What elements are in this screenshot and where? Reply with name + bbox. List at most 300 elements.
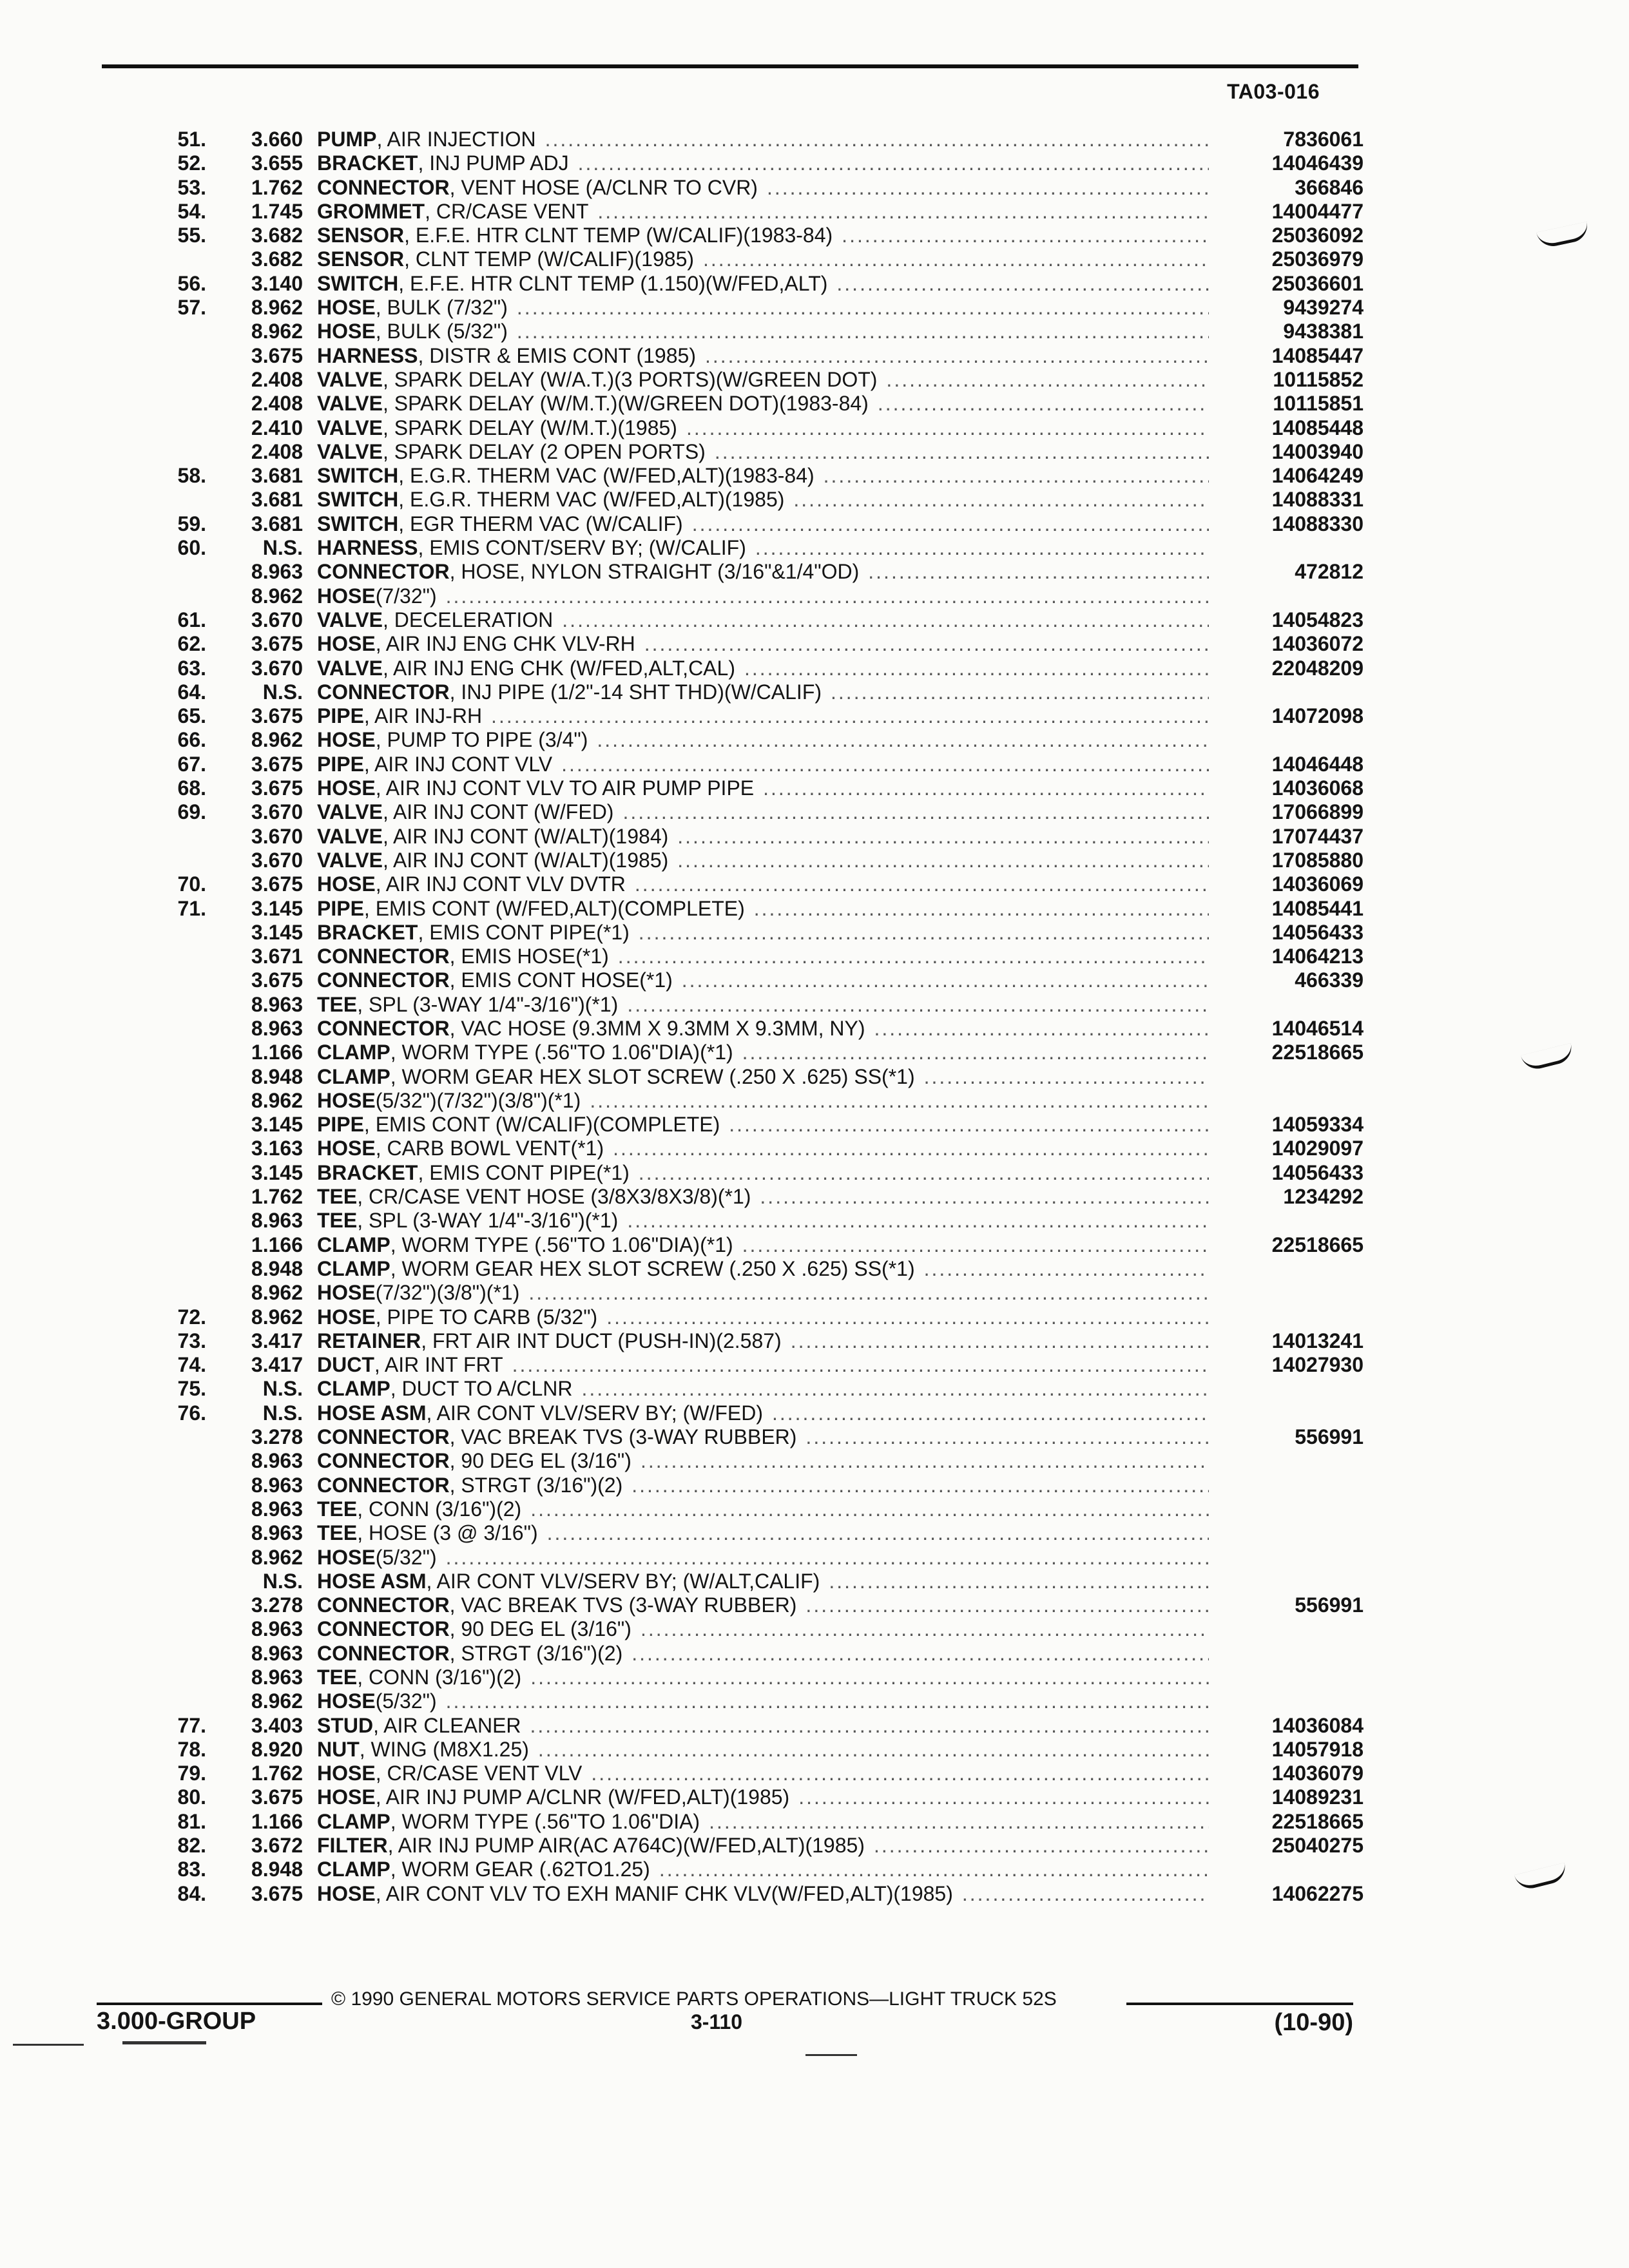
part-number: 14088330 — [1271, 512, 1364, 535]
dot-leader — [631, 1642, 1209, 1666]
part-number: 14046514 — [1271, 1016, 1364, 1040]
group-number: 3.675 — [251, 343, 303, 367]
part-row — [116, 1041, 1364, 1064]
part-detail: , PUMP TO PIPE (3/4") — [375, 728, 588, 752]
part-name: HOSE — [317, 320, 376, 343]
part-description — [317, 200, 1215, 224]
part-detail: , BULK (5/32") — [375, 320, 508, 343]
part-number: 14036069 — [1271, 872, 1364, 896]
part-number: 14072098 — [1271, 704, 1364, 728]
part-name: CLAMP — [317, 1377, 390, 1401]
group-number: 3.145 — [251, 896, 303, 920]
part-row — [116, 392, 1364, 416]
group-number: 8.963 — [251, 1641, 303, 1665]
dot-leader — [715, 440, 1209, 464]
part-description — [317, 680, 1215, 704]
item-number: 57. — [177, 296, 206, 320]
part-description — [317, 1642, 1215, 1666]
page-number: 3-110 — [691, 2010, 743, 2033]
part-detail: , AIR CONT VLV/SERV BY; (W/FED) — [426, 1401, 763, 1425]
part-description — [317, 296, 1215, 320]
part-row — [116, 1810, 1364, 1834]
part-number: 466339 — [1295, 968, 1364, 992]
item-number: 55. — [177, 224, 206, 247]
part-number: 25036092 — [1271, 224, 1364, 247]
group-number: 8.963 — [251, 1209, 303, 1233]
part-detail: , VAC BREAK TVS (3-WAY RUBBER) — [449, 1425, 797, 1449]
part-detail: , WORM GEAR HEX SLOT SCREW (.250 X .625) SS(*1) — [390, 1064, 915, 1088]
part-description — [317, 1834, 1215, 1858]
item-number: 62. — [177, 632, 206, 656]
dot-leader — [561, 753, 1209, 776]
dot-leader — [682, 968, 1209, 992]
footer-rule-right — [1126, 2003, 1353, 2005]
dot-leader — [627, 993, 1209, 1017]
group-number: N.S. — [262, 1377, 303, 1401]
item-number: 56. — [177, 271, 206, 295]
binder-hole-mark — [1536, 222, 1590, 249]
part-name: VALVE — [317, 392, 383, 416]
part-name: BRACKET — [317, 151, 418, 175]
part-row — [116, 753, 1364, 776]
part-number: 14013241 — [1271, 1329, 1364, 1352]
part-row — [116, 872, 1364, 896]
part-detail: (5/32") — [375, 1545, 437, 1569]
part-name: TEE — [317, 1666, 358, 1689]
part-row — [116, 1642, 1364, 1666]
part-number: 14064249 — [1271, 464, 1364, 488]
dot-leader — [517, 296, 1209, 320]
part-row — [116, 1785, 1364, 1809]
dot-leader — [641, 1617, 1209, 1641]
part-name: SWITCH — [317, 271, 399, 295]
group-number: 8.963 — [251, 560, 303, 584]
dot-leader — [767, 176, 1209, 200]
part-description — [317, 151, 1215, 175]
footer-rule-left — [97, 2003, 322, 2005]
part-name: VALVE — [317, 824, 383, 848]
item-number: 66. — [177, 728, 206, 752]
part-detail: , AIR INJ-RH — [363, 704, 483, 728]
group-number: 8.963 — [251, 1521, 303, 1545]
group-number: 3.681 — [251, 488, 303, 512]
part-description — [317, 897, 1215, 921]
part-detail: , PIPE TO CARB (5/32") — [375, 1305, 598, 1329]
part-detail: , AIR INJ CONT (W/FED) — [382, 800, 614, 824]
item-number: 75. — [177, 1377, 206, 1401]
part-number: 366846 — [1295, 175, 1364, 199]
part-row — [116, 1185, 1364, 1209]
part-row — [116, 128, 1364, 151]
part-name: CONNECTOR — [317, 1593, 450, 1617]
part-description — [317, 1161, 1215, 1185]
dot-leader — [805, 1593, 1209, 1617]
part-number: 556991 — [1295, 1593, 1364, 1617]
part-name: HOSE — [317, 872, 376, 896]
part-name: CONNECTOR — [317, 1641, 450, 1665]
item-number: 63. — [177, 656, 206, 680]
dot-leader — [831, 680, 1209, 704]
part-number: 22518665 — [1271, 1809, 1364, 1833]
part-row — [116, 1209, 1364, 1233]
part-row — [116, 1353, 1364, 1377]
part-row — [116, 224, 1364, 247]
part-description — [317, 632, 1215, 656]
dot-leader — [491, 704, 1209, 728]
part-description — [317, 825, 1215, 849]
part-description — [317, 368, 1215, 392]
part-row — [116, 704, 1364, 728]
item-number: 84. — [177, 1881, 206, 1905]
part-name: HARNESS — [317, 343, 418, 367]
dot-leader — [512, 1353, 1209, 1377]
part-description — [317, 1882, 1215, 1906]
part-detail: , WORM GEAR HEX SLOT SCREW (.250 X .625) SS(*1) — [390, 1256, 915, 1280]
part-name: PIPE — [317, 704, 364, 728]
group-number: 3.403 — [251, 1713, 303, 1737]
part-name: CONNECTOR — [317, 1473, 450, 1497]
item-number: 58. — [177, 464, 206, 488]
part-description — [317, 753, 1215, 776]
dot-leader — [755, 536, 1209, 560]
part-description — [317, 1785, 1215, 1809]
part-number: 14054823 — [1271, 608, 1364, 631]
part-description — [317, 272, 1215, 296]
group-number: 3.670 — [251, 608, 303, 631]
item-number: 78. — [177, 1737, 206, 1761]
part-description — [317, 1497, 1215, 1521]
part-detail: , DUCT TO A/CLNR — [390, 1377, 573, 1401]
dot-leader — [538, 1738, 1209, 1762]
group-number: 1.166 — [251, 1233, 303, 1256]
group-number: 3.145 — [251, 1113, 303, 1137]
part-detail: , AIR INJ ENG CHK (W/FED,ALT,CAL) — [382, 656, 735, 680]
part-name: GROMMET — [317, 199, 425, 223]
item-number: 54. — [177, 199, 206, 223]
part-row — [116, 1762, 1364, 1785]
part-description — [317, 1065, 1215, 1089]
part-description — [317, 536, 1215, 560]
dot-leader — [874, 1017, 1210, 1041]
part-detail: , DECELERATION — [382, 608, 554, 631]
part-row — [116, 1329, 1364, 1353]
part-detail: , EMIS CONT (W/FED,ALT)(COMPLETE) — [363, 896, 745, 920]
part-row — [116, 680, 1364, 704]
part-row — [116, 1497, 1364, 1521]
scan-mark — [122, 2041, 206, 2044]
part-detail: , STRGT (3/16")(2) — [449, 1641, 623, 1665]
group-number: 8.920 — [251, 1737, 303, 1761]
part-detail: , EMIS CONT (W/CALIF)(COMPLETE) — [363, 1113, 720, 1137]
part-detail: , EGR THERM VAC (W/CALIF) — [398, 512, 683, 535]
part-description — [317, 921, 1215, 945]
part-detail: , CR/CASE VENT VLV — [375, 1762, 583, 1785]
group-number: 8.948 — [251, 1858, 303, 1881]
dot-leader — [729, 1113, 1209, 1137]
part-description — [317, 488, 1215, 512]
dot-leader — [644, 632, 1209, 656]
part-name: HOSE — [317, 1881, 376, 1905]
part-number: 14004477 — [1271, 199, 1364, 223]
part-description — [317, 1593, 1215, 1617]
part-row — [116, 897, 1364, 921]
part-detail: , INJ PUMP ADJ — [418, 151, 569, 175]
part-name: HOSE — [317, 1545, 376, 1569]
part-row — [116, 800, 1364, 824]
part-detail: , E.F.E. HTR CLNT TEMP (W/CALIF)(1983-84) — [404, 224, 833, 247]
part-name: VALVE — [317, 800, 383, 824]
part-description — [317, 512, 1215, 536]
dot-leader — [528, 1281, 1209, 1305]
group-number: 1.762 — [251, 1185, 303, 1209]
part-description — [317, 128, 1215, 151]
group-number: 3.670 — [251, 824, 303, 848]
part-detail: , SPARK DELAY (W/M.T.)(W/GREEN DOT)(1983-84) — [382, 392, 869, 416]
part-number: 472812 — [1295, 560, 1364, 584]
part-description — [317, 1810, 1215, 1834]
part-number: 17066899 — [1271, 800, 1364, 824]
group-number: 2.408 — [251, 392, 303, 416]
revision-date: (10-90) — [1274, 2009, 1353, 2036]
part-description — [317, 320, 1215, 343]
dot-leader — [829, 1570, 1209, 1593]
group-number: 8.962 — [251, 728, 303, 752]
part-description — [317, 728, 1215, 752]
scan-mark — [805, 2054, 857, 2056]
part-number: 14085448 — [1271, 416, 1364, 439]
part-row — [116, 584, 1364, 608]
part-detail: , E.G.R. THERM VAC (W/FED,ALT)(1985) — [398, 488, 785, 512]
part-detail: , SPL (3-WAY 1/4"-3/16")(*1) — [357, 1209, 619, 1233]
part-row — [116, 1137, 1364, 1160]
item-number: 68. — [177, 776, 206, 800]
item-number: 59. — [177, 512, 206, 535]
dot-leader — [878, 392, 1209, 416]
part-description — [317, 608, 1215, 632]
dot-leader — [530, 1714, 1209, 1738]
part-detail: , WORM TYPE (.56"TO 1.06"DIA)(*1) — [390, 1233, 733, 1256]
part-description — [317, 1329, 1215, 1353]
part-name: PIPE — [317, 1113, 364, 1137]
group-number: 3.278 — [251, 1425, 303, 1449]
part-detail: , WORM GEAR (.62TO1.25) — [390, 1858, 650, 1881]
group-number: 1.762 — [251, 1762, 303, 1785]
part-row — [116, 1858, 1364, 1881]
group-number: 8.963 — [251, 992, 303, 1016]
part-row — [116, 1617, 1364, 1641]
part-description — [317, 584, 1215, 608]
part-row — [116, 1570, 1364, 1593]
part-number: 14059334 — [1271, 1113, 1364, 1137]
part-name: CONNECTOR — [317, 1425, 450, 1449]
group-number: 3.163 — [251, 1137, 303, 1160]
part-row — [116, 1425, 1364, 1449]
part-detail: , EMIS CONT HOSE(*1) — [449, 968, 673, 992]
part-detail: , CR/CASE VENT — [425, 199, 589, 223]
part-detail: , E.G.R. THERM VAC (W/FED,ALT)(1983-84) — [398, 464, 815, 488]
part-name: HOSE — [317, 776, 376, 800]
group-number: 3.675 — [251, 776, 303, 800]
group-number: 3.671 — [251, 945, 303, 968]
part-description — [317, 1449, 1215, 1473]
item-number: 81. — [177, 1809, 206, 1833]
group-number: 3.670 — [251, 800, 303, 824]
part-row — [116, 1449, 1364, 1473]
part-name: CLAMP — [317, 1041, 390, 1064]
part-detail: , AIR INT FRT — [374, 1353, 503, 1377]
part-row — [116, 1065, 1364, 1089]
dot-leader — [924, 1257, 1209, 1281]
part-description — [317, 1570, 1215, 1593]
item-number: 60. — [177, 536, 206, 560]
part-name: HOSE — [317, 632, 376, 656]
part-row — [116, 1738, 1364, 1762]
part-row — [116, 1401, 1364, 1425]
part-name: TEE — [317, 1521, 358, 1545]
group-number: 3.672 — [251, 1834, 303, 1858]
group-number: 1.166 — [251, 1809, 303, 1833]
part-description — [317, 1714, 1215, 1738]
part-name: TEE — [317, 1185, 358, 1209]
part-name: HOSE — [317, 1137, 376, 1160]
part-name: HOSE — [317, 584, 376, 608]
group-number: 3.670 — [251, 656, 303, 680]
part-detail: , AIR INJ CONT VLV — [363, 752, 553, 776]
part-name: CONNECTOR — [317, 560, 450, 584]
group-number: 3.670 — [251, 848, 303, 872]
part-description — [317, 1762, 1215, 1785]
part-name: HOSE — [317, 1785, 376, 1809]
part-name: SWITCH — [317, 512, 399, 535]
part-detail: , 90 DEG EL (3/16") — [449, 1617, 631, 1641]
part-number: 14064213 — [1271, 945, 1364, 968]
part-name: HARNESS — [317, 536, 418, 560]
part-detail: , BULK (7/32") — [375, 296, 508, 320]
item-number: 76. — [177, 1401, 206, 1425]
part-description — [317, 464, 1215, 488]
part-name: HOSE — [317, 1281, 376, 1305]
dot-leader — [760, 1185, 1209, 1209]
group-number: 2.410 — [251, 416, 303, 439]
dot-leader — [791, 1329, 1209, 1353]
part-description — [317, 1666, 1215, 1689]
part-detail: , AIR INJ CONT VLV TO AIR PUMP PIPE — [375, 776, 755, 800]
part-name: VALVE — [317, 848, 383, 872]
part-row — [116, 825, 1364, 849]
dot-leader — [635, 872, 1209, 896]
part-number: 14036068 — [1271, 776, 1364, 800]
group-number: 3.655 — [251, 151, 303, 175]
item-number: 74. — [177, 1353, 206, 1377]
part-description — [317, 1474, 1215, 1497]
part-number: 14036072 — [1271, 632, 1364, 656]
part-number: 14029097 — [1271, 1137, 1364, 1160]
part-name: SENSOR — [317, 247, 405, 271]
part-row — [116, 1161, 1364, 1185]
dot-leader — [805, 1425, 1209, 1449]
group-number: 8.963 — [251, 1016, 303, 1040]
group-number: 8.962 — [251, 1088, 303, 1112]
part-row — [116, 296, 1364, 320]
part-name: CONNECTOR — [317, 175, 450, 199]
group-number: 3.145 — [251, 1160, 303, 1184]
part-row — [116, 464, 1364, 488]
group-number: 3.417 — [251, 1353, 303, 1377]
part-detail: , AIR INJ CONT (W/ALT)(1985) — [382, 848, 669, 872]
part-name: STUD — [317, 1713, 374, 1737]
dot-leader — [627, 1209, 1209, 1233]
part-row — [116, 1521, 1364, 1545]
part-detail: , SPARK DELAY (W/M.T.)(1985) — [382, 416, 677, 439]
part-number: 10115852 — [1273, 367, 1364, 391]
part-detail: , SPARK DELAY (2 OPEN PORTS) — [382, 439, 706, 463]
part-description — [317, 440, 1215, 464]
part-name: CONNECTOR — [317, 1016, 450, 1040]
dot-leader — [613, 1137, 1209, 1160]
part-detail: , AIR INJ PUMP AIR(AC A764C)(W/FED,ALT)(1985) — [387, 1834, 865, 1858]
group-number: 3.675 — [251, 1881, 303, 1905]
part-row — [116, 176, 1364, 200]
part-detail: , AIR INJ CONT VLV DVTR — [375, 872, 626, 896]
part-description — [317, 776, 1215, 800]
group-number: N.S. — [262, 1401, 303, 1425]
part-detail: , AIR CONT VLV TO EXH MANIF CHK VLV(W/FED,ALT)(1985) — [375, 1881, 953, 1905]
part-name: VALVE — [317, 416, 383, 439]
part-detail: , AIR INJECTION — [376, 128, 536, 151]
part-description — [317, 1425, 1215, 1449]
part-detail: , EMIS CONT PIPE(*1) — [418, 1160, 630, 1184]
group-number: N.S. — [262, 680, 303, 704]
dot-leader — [578, 151, 1209, 175]
part-row — [116, 1834, 1364, 1858]
part-number: 25036601 — [1271, 271, 1364, 295]
item-number: 64. — [177, 680, 206, 704]
dot-leader — [446, 1689, 1209, 1713]
part-detail: , AIR INJ PUMP A/CLNR (W/FED,ALT)(1985) — [375, 1785, 790, 1809]
part-name: RETAINER — [317, 1329, 421, 1352]
dot-leader — [962, 1882, 1209, 1906]
group-number: 3.660 — [251, 128, 303, 151]
part-detail: , STRGT (3/16")(2) — [449, 1473, 623, 1497]
part-name: TEE — [317, 1497, 358, 1521]
item-number: 72. — [177, 1305, 206, 1329]
part-detail: , FRT AIR INT DUCT (PUSH-IN)(2.587) — [421, 1329, 782, 1352]
part-row — [116, 608, 1364, 632]
dot-leader — [530, 1497, 1209, 1521]
item-number: 70. — [177, 872, 206, 896]
dot-leader — [591, 1762, 1209, 1785]
part-description — [317, 1233, 1215, 1257]
group-number: 3.675 — [251, 632, 303, 656]
part-detail: , WORM TYPE (.56"TO 1.06"DIA) — [390, 1809, 700, 1833]
dot-leader — [639, 1161, 1209, 1185]
item-number: 69. — [177, 800, 206, 824]
part-name: SWITCH — [317, 488, 399, 512]
part-number: 22518665 — [1271, 1041, 1364, 1064]
part-description — [317, 1546, 1215, 1570]
part-description — [317, 872, 1215, 896]
part-description — [317, 247, 1215, 271]
part-detail: (5/32")(7/32")(3/8")(*1) — [375, 1088, 581, 1112]
part-name: TEE — [317, 992, 358, 1016]
part-row — [116, 921, 1364, 945]
group-number: 8.963 — [251, 1617, 303, 1641]
dot-leader — [446, 584, 1209, 608]
part-row — [116, 416, 1364, 440]
group-number: 1.166 — [251, 1041, 303, 1064]
part-row — [116, 1257, 1364, 1281]
part-number: 14088331 — [1271, 488, 1364, 512]
